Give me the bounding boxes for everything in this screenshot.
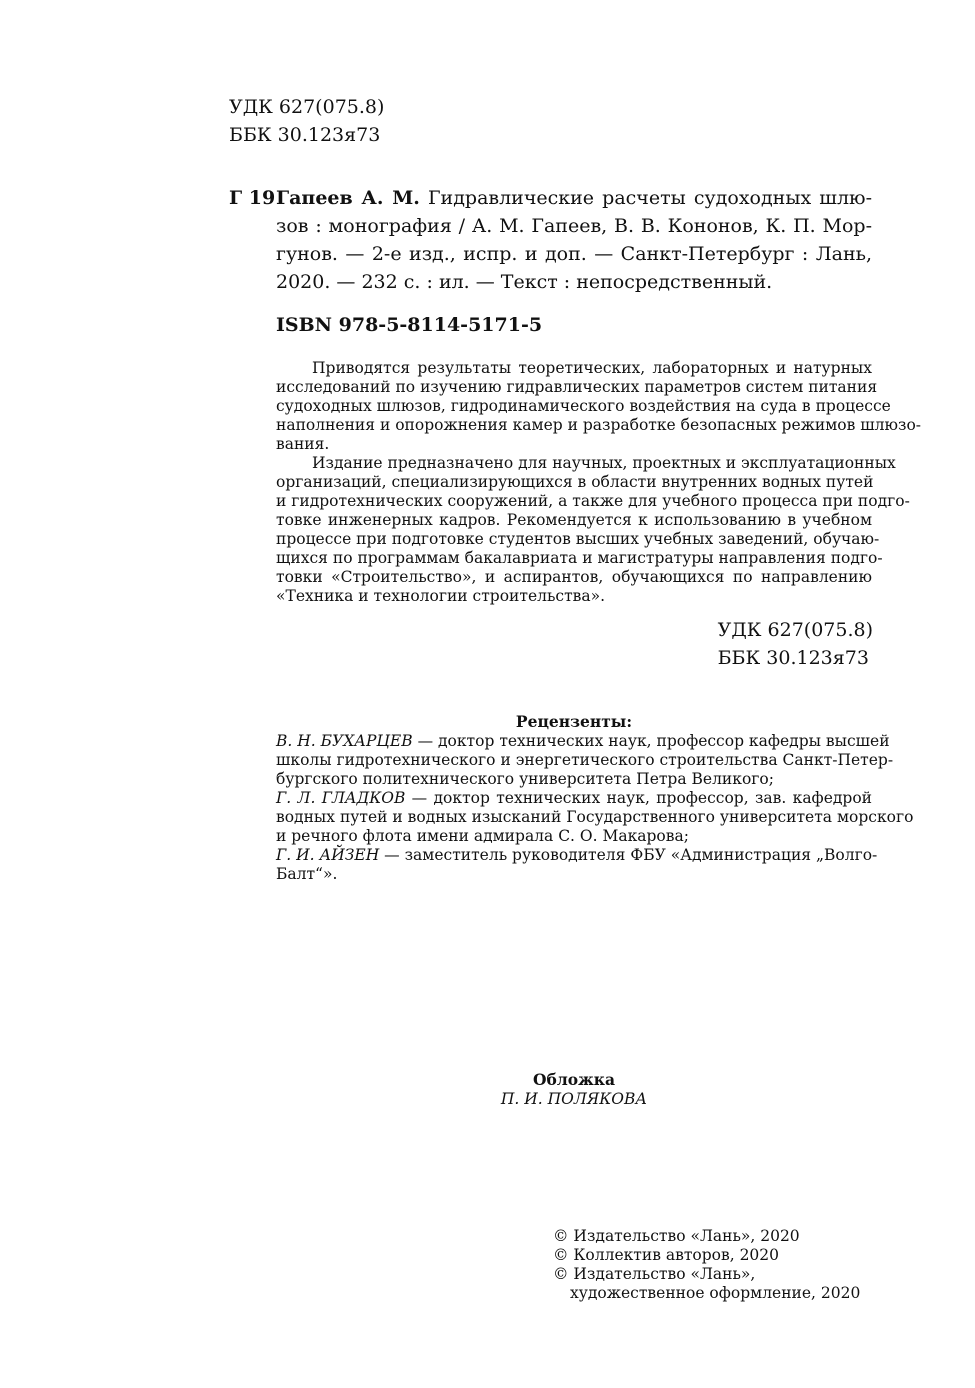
- catalog-line-1: Гапеев А. М. Гидравлические расчеты судоходных шлю-: [276, 187, 872, 209]
- bottom-classification: [718, 616, 873, 672]
- annotation-p1-line: наполнения и опорожнения камер и разработке безопасных режимов шлюзо-: [276, 416, 922, 434]
- reviewers: [276, 712, 914, 884]
- catalog-line-4: 2020. — 232 с. : ил. — Текст : непосредственный.: [276, 271, 773, 293]
- copyright-continuation: художественное оформление, 2020: [570, 1284, 861, 1302]
- isbn: [276, 311, 542, 339]
- reviewer-1-name: В. Н. БУХАРЦЕВ: [276, 732, 413, 750]
- bottom-bbk: ББК 30.123я73: [717, 647, 869, 669]
- reviewer-3-line: Балт“».: [276, 865, 338, 883]
- reviewer-2-line: водных путей и водных изысканий Государственного университета морского: [276, 808, 914, 826]
- bottom-udk: УДК 627(075.8): [717, 619, 873, 641]
- catalog-code-text: Г 19: [229, 187, 276, 209]
- annotation: [276, 359, 922, 606]
- copyright-line: © Издательство «Лань», 2020: [553, 1227, 800, 1245]
- annotation-p1-line: вания.: [276, 435, 330, 453]
- annotation-p2-line: организаций, специализирующихся в области внутренних водных путей: [276, 473, 874, 491]
- top-udk: УДК 627(075.8): [229, 96, 385, 118]
- copyright-line: © Коллектив авторов, 2020: [553, 1246, 780, 1264]
- catalog-entry: [276, 184, 872, 296]
- reviewer-1-line: школы гидротехнического и энергетического строительства Санкт-Петер-: [276, 751, 894, 769]
- top-bbk: ББК 30.123я73: [229, 124, 381, 146]
- catalog-line-2: зов : монография / А. М. Гапеев, В. В. Кононов, К. П. Мор-: [276, 215, 872, 237]
- reviewer-2-name: Г. Л. ГЛАДКОВ: [276, 789, 406, 807]
- reviewer-2-line: и речного флота имени адмирала С. О. Макарова;: [276, 827, 689, 845]
- cover-credit: [276, 1070, 872, 1109]
- catalog-code: [229, 184, 275, 212]
- annotation-p1-line: судоходных шлюзов, гидродинамического воздействия на суда в процессе: [276, 397, 891, 415]
- annotation-p2-line: товке инженерных кадров. Рекомендуется к использованию в учебном: [276, 511, 872, 529]
- reviewer-2-line: Г. Л. ГЛАДКОВ — доктор технических наук, профессор, зав. кафедрой: [276, 789, 872, 807]
- annotation-p1-line: Приводятся результаты теоретических, лабораторных и натурных: [312, 359, 872, 377]
- copyright-block: [553, 1227, 860, 1303]
- annotation-p2-line: «Техника и технологии строительства».: [276, 587, 606, 605]
- annotation-p2-line: щихся по программам бакалавриата и магистратуры направления подго-: [276, 549, 883, 567]
- reviewer-1-line: В. Н. БУХАРЦЕВ — доктор технических наук, профессор кафедры высшей: [276, 732, 890, 750]
- annotation-p2-line: процессе при подготовке студентов высших учебных заведений, обучаю-: [276, 530, 880, 548]
- cover-name: П. И. ПОЛЯКОВА: [500, 1090, 648, 1108]
- copyright-line: © Издательство «Лань»,: [553, 1265, 756, 1283]
- catalog-line-3: гунов. — 2-е изд., испр. и доп. — Санкт-Петербург : Лань,: [276, 243, 872, 265]
- annotation-p2-line: Издание предназначено для научных, проектных и эксплуатационных: [312, 454, 896, 472]
- annotation-p2-line: и гидротехнических сооружений, а также для учебного процесса при подго-: [276, 492, 910, 510]
- isbn-text: ISBN 978-5-8114-5171-5: [276, 314, 543, 336]
- top-classification: [229, 93, 384, 149]
- reviewer-1-line: бургского политехнического университета Петра Великого;: [276, 770, 774, 788]
- annotation-p1-line: исследований по изучению гидравлических параметров систем питания: [276, 378, 878, 396]
- reviewer-3-line: Г. И. АЙЗЕН — заместитель руководителя ФБУ «Администрация „Волго-: [276, 846, 878, 864]
- catalog-author: Гапеев А. М.: [276, 187, 420, 209]
- annotation-p2-line: товки «Строительство», и аспирантов, обучающихся по направлению: [276, 568, 872, 586]
- reviewers-heading: Рецензенты:: [515, 712, 633, 731]
- reviewer-3-name: Г. И. АЙЗЕН: [276, 846, 380, 864]
- cover-heading: Обложка: [533, 1070, 615, 1089]
